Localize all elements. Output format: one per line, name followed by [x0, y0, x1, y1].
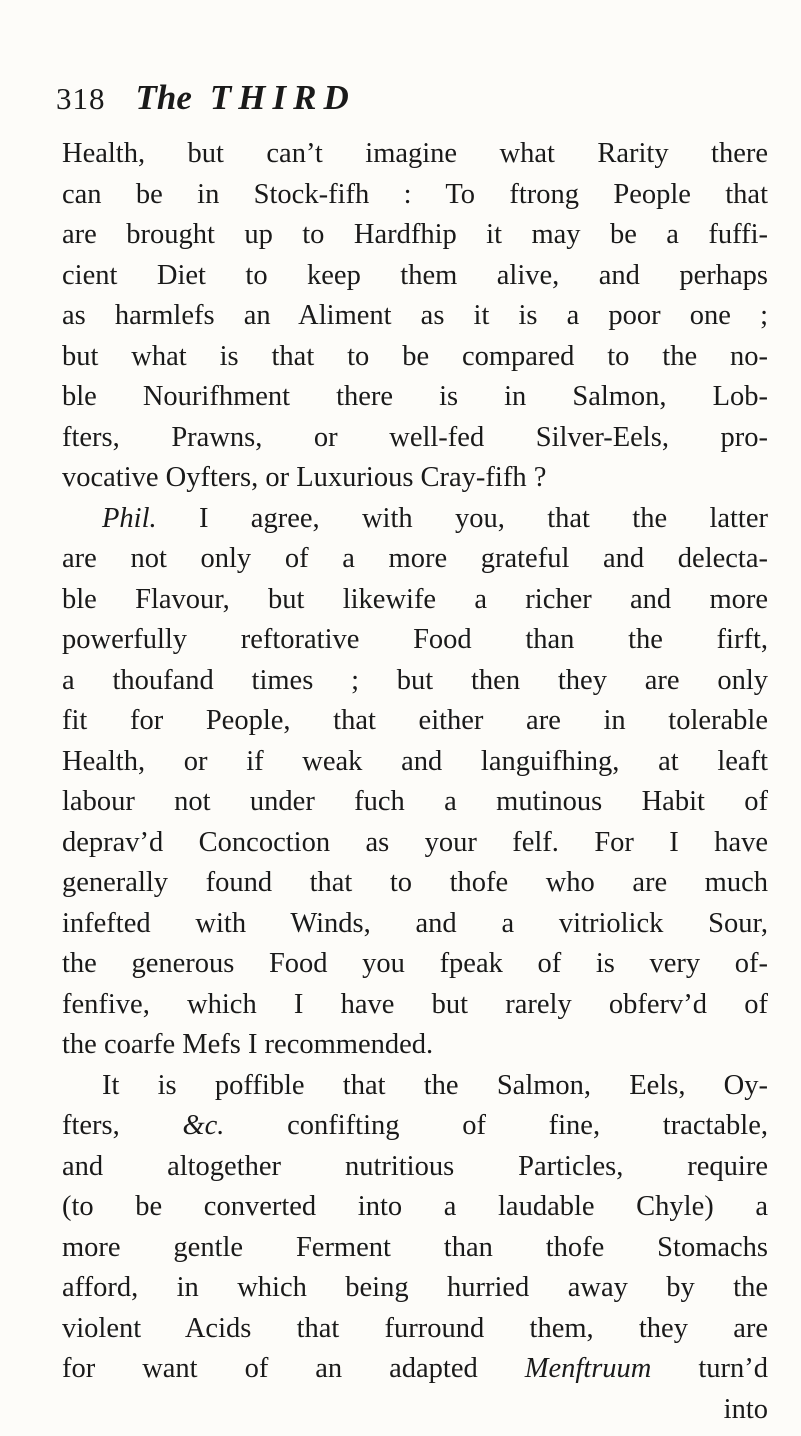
text-line: violent Acids that furround them, they are — [62, 1312, 768, 1344]
text-line: fters, Prawns, or well-fed Silver-Eels, pro- — [62, 421, 768, 453]
text-line: a thoufand times ; but then they are only — [62, 664, 768, 696]
line-segment: for want of an adapted — [62, 1353, 525, 1384]
line-segment: fters, — [62, 1110, 183, 1141]
running-head-prefix: The — [135, 78, 192, 117]
text-line: fit for People, that either are in tolerable — [62, 705, 768, 736]
running-head-word: THIRD — [209, 78, 356, 117]
catchword: into — [723, 1393, 768, 1425]
line-segment-italic: Menftruum — [524, 1353, 652, 1384]
text-line-mixed — [62, 1106, 768, 1147]
text-line-mixed — [62, 1349, 768, 1390]
text-line: the generous Food you fpeak of is very of- — [62, 948, 768, 979]
speaker-name: Phil. — [102, 502, 157, 534]
text-line: Health, but can’t imagine what Rarity there — [62, 138, 768, 169]
text-line: It is poffible that the Salmon, Eels, Oy- — [102, 1069, 768, 1101]
text-line: ble Nourifhment there is in Salmon, Lob- — [62, 381, 768, 412]
text-line: (to be converted into a laudable Chyle) a — [62, 1191, 768, 1222]
text-line: fenfive, which I have but rarely obferv’d of — [62, 988, 768, 1020]
text-line: infefted with Winds, and a vitriolick Sour, — [62, 907, 768, 939]
text-line: powerfully reftorative Food than the firft, — [62, 624, 768, 655]
text-line: generally found that to thofe who are much — [62, 867, 768, 898]
text-line: can be in Stock-fifh : To ftrong People that — [62, 178, 768, 210]
text-line: ble Flavour, but likewife a richer and more — [62, 583, 768, 615]
page-header — [56, 78, 356, 128]
text-line: more gentle Ferment than thofe Stomachs — [62, 1231, 768, 1263]
text-line-speaker — [62, 499, 768, 540]
text-line: labour not under fuch a mutinous Habit of — [62, 786, 768, 817]
text-line: deprav’d Concoction as your felf. For I have — [62, 826, 768, 858]
text-line: Health, or if weak and languifhing, at leaft — [62, 745, 768, 777]
text-line: as harmlefs an Aliment as it is a poor one ; — [62, 300, 768, 331]
text-line: but what is that to be compared to the no- — [62, 340, 768, 372]
body-text — [62, 134, 768, 1430]
text-line: afford, in which being hurried away by the — [62, 1272, 768, 1303]
speaker-text: I agree, with you, that the latter — [156, 502, 768, 534]
text-line: are brought up to Hardfhip it may be a fuffi- — [62, 219, 768, 250]
running-head — [136, 78, 356, 118]
text-line: and altogether nutritious Particles, require — [62, 1150, 768, 1182]
text-line: are not only of a more grateful and delecta- — [62, 543, 768, 574]
page-number: 318 — [56, 81, 106, 116]
text-line: cient Diet to keep them alive, and perhaps — [62, 259, 768, 291]
line-segment-italic: &c. — [182, 1110, 225, 1141]
text-line: the coarfe Mefs I recommended. — [62, 1029, 434, 1060]
line-segment: turn’d — [651, 1353, 769, 1384]
text-line: vocative Oyfters, or Luxurious Cray-fifh ? — [62, 462, 547, 493]
line-segment: confifting of fine, tractable, — [224, 1110, 769, 1141]
